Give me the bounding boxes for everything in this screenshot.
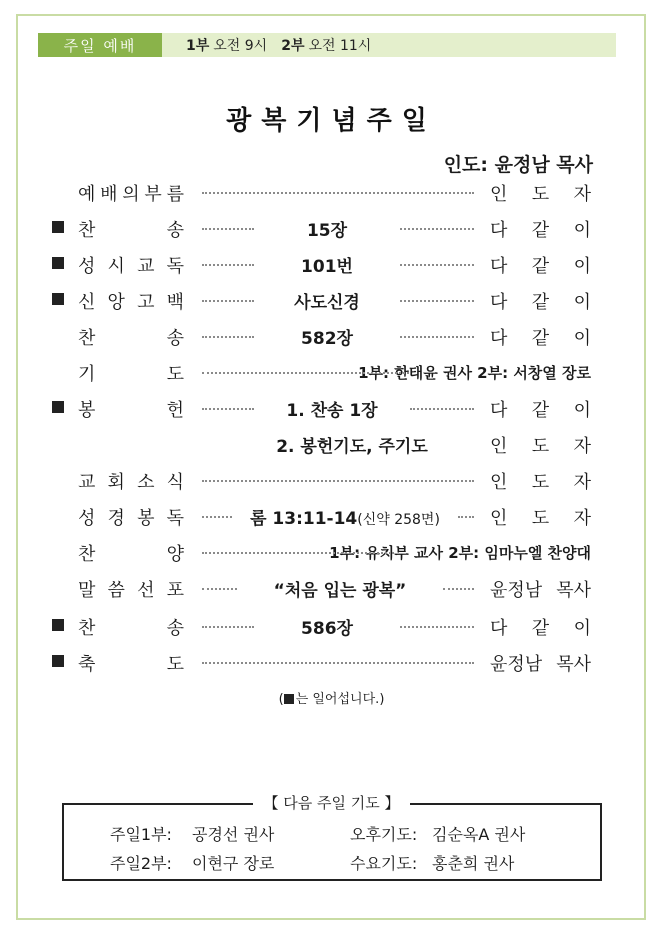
order-detail: 15장 xyxy=(306,221,348,241)
order-label xyxy=(78,288,184,314)
order-responder-part: 인 xyxy=(490,184,508,205)
service1-time: 오전 9시 xyxy=(213,38,268,54)
leader-dots xyxy=(458,516,474,518)
order-label-char: 신 xyxy=(78,292,96,313)
order-label xyxy=(78,324,184,350)
order-responder xyxy=(490,650,591,676)
order-label-char: 찬 xyxy=(78,220,96,241)
leader-dots xyxy=(202,662,474,664)
leader-dots xyxy=(202,372,409,374)
service2-time: 오전 11시 xyxy=(308,38,372,54)
leader-dots xyxy=(202,336,254,338)
order-label xyxy=(78,540,184,566)
leader-dots xyxy=(202,300,254,302)
order-responder-part: 자 xyxy=(573,436,591,457)
square-bullet-icon xyxy=(52,655,64,667)
order-responder-part: 이 xyxy=(573,400,591,421)
leader-dots xyxy=(202,588,237,590)
order-responder-part: 인 xyxy=(490,472,508,493)
order-row xyxy=(0,214,663,244)
order-label-char: 식 xyxy=(166,472,184,493)
order-label-char: 부 xyxy=(144,184,162,205)
leader-dots xyxy=(400,264,474,266)
square-bullet-icon xyxy=(52,257,64,269)
order-label-char: 독 xyxy=(166,508,184,529)
order-responder xyxy=(490,576,591,602)
order-responder-part: 도 xyxy=(531,472,550,493)
order-label-char: 교 xyxy=(78,472,96,493)
order-label xyxy=(78,360,184,386)
leader-dots xyxy=(400,300,474,302)
order-responder xyxy=(490,614,591,640)
order-responder-part: 같 xyxy=(531,400,550,421)
order-responder xyxy=(490,504,591,530)
order-label-char: 찬 xyxy=(78,328,96,349)
order-detail: 101번 xyxy=(301,257,353,277)
leader-dots xyxy=(202,480,474,482)
order-responder-part: 같 xyxy=(531,220,550,241)
leader-dots xyxy=(400,228,474,230)
order-detail: 1부: 유치부 교사 2부: 임마누엘 찬양대 xyxy=(329,544,591,562)
order-responder-part: 자 xyxy=(573,508,591,529)
order-detail: 사도신경 xyxy=(294,293,360,313)
order-row xyxy=(0,574,663,604)
square-bullet-icon xyxy=(284,694,294,704)
square-bullet-icon xyxy=(52,221,64,233)
order-label-char: 씀 xyxy=(107,580,125,601)
order-responder-part: 윤정남 xyxy=(490,654,543,675)
order-responder-part: 목사 xyxy=(556,654,591,675)
order-responder-part: 다 xyxy=(490,256,508,277)
order-row xyxy=(0,538,663,568)
prayer-name: 이현구 장로 xyxy=(192,854,275,873)
order-label-char: 도 xyxy=(166,364,184,385)
leader-dots xyxy=(400,336,474,338)
order-responder-part: 목사 xyxy=(556,580,591,601)
order-row xyxy=(0,178,663,208)
order-label-char: 송 xyxy=(166,220,184,241)
prayer-name: 김순옥A 권사 xyxy=(432,825,526,844)
order-responder-part: 자 xyxy=(573,472,591,493)
order-row xyxy=(0,612,663,642)
leader-dots xyxy=(202,408,254,410)
prayer-role: 주일2부: xyxy=(110,854,172,873)
order-label-char: 성 xyxy=(78,256,96,277)
prayer-name: 홍춘희 권사 xyxy=(432,854,515,873)
leader-dots xyxy=(202,516,232,518)
order-responder-part: 도 xyxy=(531,436,550,457)
order-label xyxy=(78,252,184,278)
order-row xyxy=(0,648,663,678)
order-detail: 582장 xyxy=(301,329,353,349)
order-detail: “처음 입는 광복” xyxy=(273,581,407,601)
order-responder xyxy=(490,252,591,278)
standing-note-text: 는 일어섭니다. xyxy=(295,692,380,707)
prayer-role: 주일1부: xyxy=(110,825,172,844)
order-responder-part: 이 xyxy=(573,256,591,277)
square-bullet-icon xyxy=(52,401,64,413)
order-label-char: 소 xyxy=(137,472,155,493)
next-prayer-title: 【 다음 주일 기도 】 xyxy=(253,794,409,812)
order-label-char: 송 xyxy=(166,328,184,349)
service-header-bar xyxy=(38,33,616,57)
order-label-char: 봉 xyxy=(78,400,96,421)
order-label-char: 앙 xyxy=(107,292,125,313)
order-responder-part: 이 xyxy=(573,220,591,241)
service-tag: 주일 예배 xyxy=(38,33,162,57)
order-label-char: 회 xyxy=(107,472,125,493)
order-label-char: 봉 xyxy=(137,508,155,529)
order-responder-part: 같 xyxy=(531,256,550,277)
leader-dots xyxy=(202,264,254,266)
square-bullet-icon xyxy=(52,619,64,631)
leader-dots xyxy=(443,588,474,590)
prayer-role: 수요기도: xyxy=(350,854,418,873)
order-label-char: 시 xyxy=(107,256,125,277)
standing-note: ( 는 일어섭니다.) xyxy=(278,692,385,707)
order-label-char: 송 xyxy=(166,618,184,639)
order-label-char: 고 xyxy=(137,292,155,313)
order-label-char: 찬 xyxy=(78,618,96,639)
service2-label: 2부 xyxy=(281,38,305,54)
next-prayer-title-wrap xyxy=(0,792,663,813)
order-responder-part: 이 xyxy=(573,292,591,313)
service-times xyxy=(186,35,371,55)
order-responder xyxy=(490,468,591,494)
order-row xyxy=(0,466,663,496)
order-label-char: 백 xyxy=(166,292,184,313)
order-responder xyxy=(490,216,591,242)
order-responder-part: 같 xyxy=(531,292,550,313)
order-detail: 2. 봉헌기도, 주기도 xyxy=(276,437,428,457)
order-row xyxy=(0,286,663,316)
page-title: 광복기념주일 xyxy=(226,106,437,136)
order-responder xyxy=(490,288,591,314)
order-responder-part: 이 xyxy=(573,618,591,639)
order-responder-part: 인 xyxy=(490,436,508,457)
order-row xyxy=(0,322,663,352)
order-detail: 1. 찬송 1장 xyxy=(286,401,378,421)
order-responder-part: 다 xyxy=(490,220,508,241)
order-label-char: 의 xyxy=(122,184,140,205)
prayer-name: 공경선 권사 xyxy=(192,825,275,844)
leader-dots xyxy=(202,552,394,554)
order-label xyxy=(78,614,184,640)
order-responder-part: 다 xyxy=(490,618,508,639)
order-label-char: 말 xyxy=(78,580,96,601)
order-label-char: 교 xyxy=(137,256,155,277)
order-label-char: 예 xyxy=(78,184,96,205)
order-responder-part: 윤정남 xyxy=(490,580,543,601)
prayer-role: 오후기도: xyxy=(350,825,418,844)
order-row xyxy=(0,502,663,532)
order-label xyxy=(78,216,184,242)
square-bullet-icon xyxy=(52,293,64,305)
order-responder-part: 자 xyxy=(573,184,591,205)
worship-leader: 인도: 윤정남 목사 xyxy=(443,154,593,176)
order-label xyxy=(78,504,184,530)
order-responder-part: 같 xyxy=(531,618,550,639)
order-responder-part: 도 xyxy=(531,508,550,529)
order-row xyxy=(0,250,663,280)
leader-dots xyxy=(202,228,254,230)
leader-dots xyxy=(400,626,474,628)
order-label xyxy=(78,396,184,422)
leader-dots xyxy=(410,408,474,410)
order-label-char: 독 xyxy=(166,256,184,277)
order-label-char: 찬 xyxy=(78,544,96,565)
order-label-char: 헌 xyxy=(166,400,184,421)
order-label xyxy=(78,576,184,602)
order-detail: 586장 xyxy=(301,619,353,639)
order-row xyxy=(0,430,663,460)
leader-dots xyxy=(202,626,254,628)
order-row xyxy=(0,394,663,424)
order-label xyxy=(78,180,184,206)
order-label-char: 경 xyxy=(107,508,125,529)
order-row xyxy=(0,358,663,388)
order-detail: 롬 13:11-14(신약 258면) xyxy=(250,509,440,529)
service1-label: 1부 xyxy=(186,38,210,54)
order-responder xyxy=(490,396,591,422)
order-responder-part: 다 xyxy=(490,328,508,349)
order-responder-part: 인 xyxy=(490,508,508,529)
order-responder xyxy=(490,180,591,206)
order-responder-part: 이 xyxy=(573,328,591,349)
order-detail: 1부: 한태윤 권사 2부: 서창열 장로 xyxy=(358,364,591,382)
order-label xyxy=(78,650,184,676)
order-label-char: 도 xyxy=(166,654,184,675)
order-label-char: 배 xyxy=(100,184,118,205)
order-label xyxy=(78,468,184,494)
order-responder xyxy=(490,324,591,350)
order-label-char: 성 xyxy=(78,508,96,529)
order-label-char: 기 xyxy=(78,364,96,385)
order-responder-part: 다 xyxy=(490,292,508,313)
order-label-char: 양 xyxy=(166,544,184,565)
order-label-char: 포 xyxy=(166,580,184,601)
order-responder-part: 같 xyxy=(531,328,550,349)
order-label-char: 축 xyxy=(78,654,96,675)
order-responder xyxy=(490,432,591,458)
order-responder-part: 다 xyxy=(490,400,508,421)
leader-dots xyxy=(202,192,474,194)
order-label-char: 선 xyxy=(137,580,155,601)
order-detail-note: (신약 258면) xyxy=(357,512,440,528)
order-label-char: 름 xyxy=(166,184,184,205)
order-responder-part: 도 xyxy=(531,184,550,205)
